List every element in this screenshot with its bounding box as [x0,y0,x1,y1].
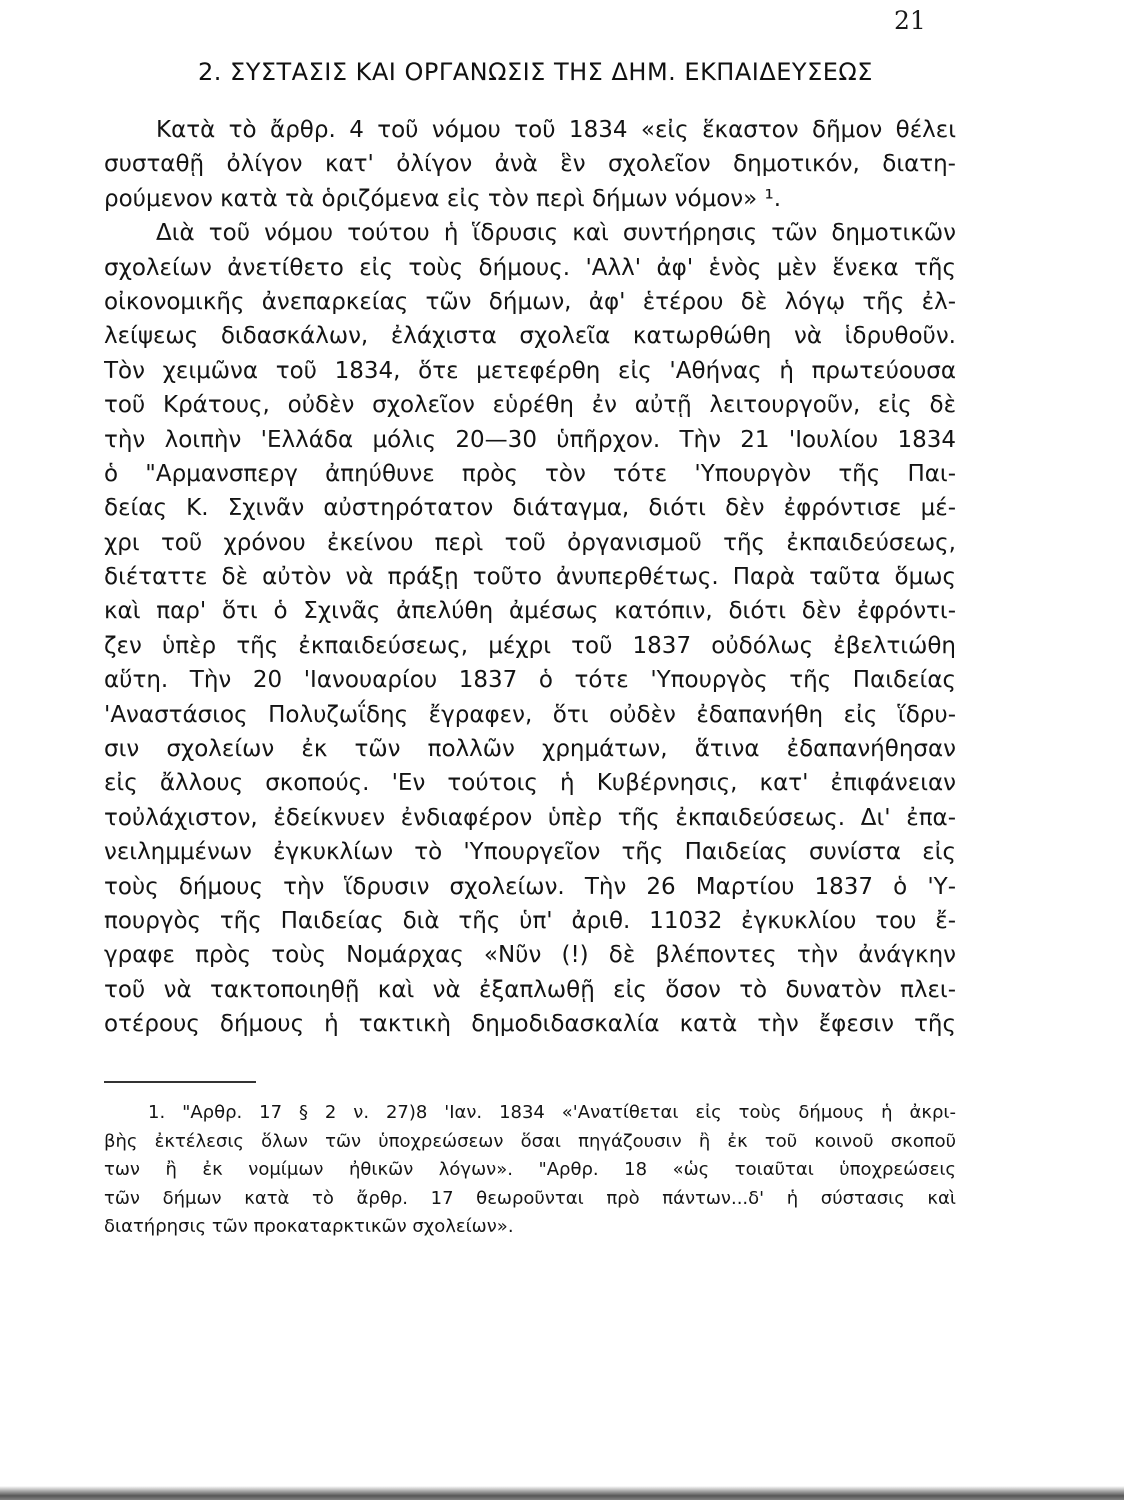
section-heading: 2. ΣΥΣΤΑΣΙΣ ΚΑΙ ΟΡΓΑΝΩΣΙΣ ΤΗΣ ΔΗΜ. ΕΚΠΑΙΔΕΥΣΕΩΣ [198,58,873,86]
body-line: καὶ παρ' ὅτι ὁ Σχινᾶς ἀπελύθη ἀμέσως κατόπιν, διότι δὲν ἐφρόντι- [104,598,956,625]
body-line: ὁ "Αρμανσπεργ ἀπηύθυνε πρὸς τὸν τότε 'Υπουργὸν τῆς Παι- [104,460,956,487]
body-line: εἰς ἄλλους σκοπούς. 'Εν τούτοις ἡ Κυβέρνησις, κατ' ἐπιφάνειαν [104,770,956,797]
footnote-line: διατήρησις τῶν προκαταρκτικῶν σχολείων». [104,1216,514,1237]
body-line: 'Αναστάσιος Πολυζωΐδης ἔγραφεν, ὅτι οὐδὲν ἐδαπανήθη εἰς ἵδρυ- [104,701,956,728]
body-line: γραφε πρὸς τοὺς Νομάρχας «Νῦν (!) δὲ βλέποντες τὴν ἀνάγκην [104,942,956,969]
body-line: συσταθῇ ὀλίγον κατ' ὀλίγον ἀνὰ ἓν σχολεῖον δημοτικόν, διατη- [104,151,956,178]
scan-edge-shadow [0,1486,1124,1500]
footnote-line: 1. "Αρθρ. 17 § 2 ν. 27)8 'Ιαν. 1834 «'Ανατίθεται εἰς τοὺς δήμους ἡ ἀκρι- [148,1102,956,1123]
footnote-divider [104,1081,256,1083]
body-line: σιν σχολείων ἐκ τῶν πολλῶν χρημάτων, ἅτινα ἐδαπανήθησαν [104,736,956,763]
body-line: Τὸν χειμῶνα τοῦ 1834, ὅτε μετεφέρθη εἰς 'Αθήνας ἡ πρωτεύουσα [104,357,956,384]
body-line: οἰκονομικῆς ἀνεπαρκείας τῶν δήμων, ἀφ' ἑτέρου δὲ λόγῳ τῆς ἐλ- [104,288,956,315]
body-line: χρι τοῦ χρόνου ἐκείνου περὶ τοῦ ὀργανισμοῦ τῆς ἐκπαιδεύσεως, [104,529,956,556]
footnote-line: των ἢ ἐκ νομίμων ἠθικῶν λόγων». "Αρθρ. 18 «ὡς τοιαῦται ὑποχρεώσεις [104,1159,956,1180]
body-text [104,113,956,1042]
body-line: τοὺς δήμους τὴν ἵδρυσιν σχολείων. Τὴν 26 Μαρτίου 1837 ὁ 'Υ- [104,873,956,900]
footnote-line: βὴς ἐκτέλεσις ὅλων τῶν ὑποχρεώσεων ὅσαι πηγάζουσιν ἢ ἐκ τοῦ κοινοῦ σκοποῦ [104,1130,956,1152]
body-line: τοῦ Κράτους, οὐδὲν σχολεῖον εὑρέθη ἐν αὐτῇ λειτουργοῦν, εἰς δὲ [104,392,956,419]
body-line: οτέρους δήμους ἡ τακτικὴ δημοδιδασκαλία κατὰ τὴν ἔφεσιν τῆς [104,1011,956,1038]
body-line: νειλημμένων ἐγκυκλίων τὸ 'Υπουργεῖον τῆς Παιδείας συνίστα εἰς [104,839,956,866]
body-line: πουργὸς τῆς Παιδείας διὰ τῆς ὑπ' ἀριθ. 11032 ἐγκυκλίου του ἔ- [104,907,956,934]
body-line: τὴν λοιπὴν 'Ελλάδα μόλις 20—30 ὑπῆρχον. Τὴν 21 'Ιουλίου 1834 [104,426,956,453]
body-line: διέταττε δὲ αὐτὸν νὰ πράξῃ τοῦτο ἀνυπερθέτως. Παρὰ ταῦτα ὅμως [104,564,956,591]
footnotes [104,1099,956,1242]
page-number: 21 [894,6,926,35]
body-line: τοὐλάχιστον, ἐδείκνυεν ἐνδιαφέρον ὑπὲρ τῆς ἐκπαιδεύσεως. Δι' ἐπα- [104,804,956,831]
body-line: δείας Κ. Σχινᾶν αὐστηρότατον διάταγμα, διότι δὲν ἐφρόντισε μέ- [104,495,956,522]
body-line: σχολείων ἀνετίθετο εἰς τοὺς δήμους. 'Αλλ' ἀφ' ἑνὸς μὲν ἕνεκα τῆς [104,254,956,281]
body-line: Διὰ τοῦ νόμου τούτου ἡ ἵδρυσις καὶ συντήρησις τῶν δημοτικῶν [156,220,956,247]
body-line: ζεν ὑπὲρ τῆς ἐκπαιδεύσεως, μέχρι τοῦ 1837 οὐδόλως ἐβελτιώθη [104,632,956,659]
body-line: Κατὰ τὸ ἄρθρ. 4 τοῦ νόμου τοῦ 1834 «εἰς ἕκαστον δῆμον θέλει [156,117,956,143]
footnote-line: τῶν δήμων κατὰ τὸ ἄρθρ. 17 θεωροῦνται πρὸ πάντων...δ' ἡ σύστασις καὶ [104,1187,956,1209]
body-line: τοῦ νὰ τακτοποιηθῇ καὶ νὰ ἐξαπλωθῇ εἰς ὅσον τὸ δυνατὸν πλει- [104,976,956,1003]
body-line: ρούμενον κατὰ τὰ ὁριζόμενα εἰς τὸν περὶ δήμων νόμον» ¹. [104,185,782,212]
body-line: αὕτη. Τὴν 20 'Ιανουαρίου 1837 ὁ τότε 'Υπουργὸς τῆς Παιδείας [104,667,956,694]
body-line: λείψεως διδασκάλων, ἐλάχιστα σχολεῖα κατωρθώθη νὰ ἱδρυθοῦν. [104,323,956,350]
